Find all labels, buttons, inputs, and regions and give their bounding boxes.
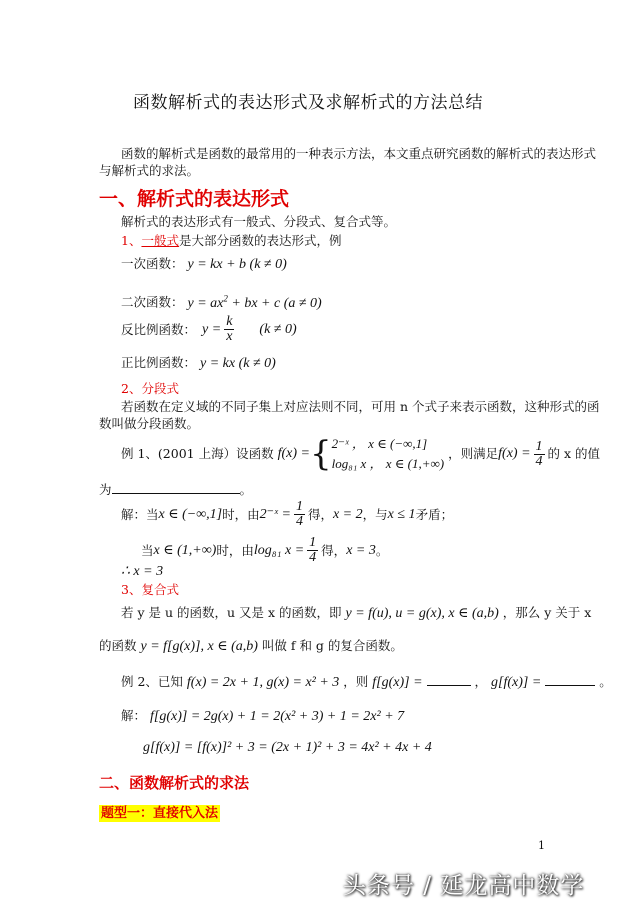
solution-2-a: 当: [141, 542, 154, 558]
example-1-numerator: 1: [535, 438, 543, 454]
subsection-2-text-1: 若函数在定义域的不同子集上对应法则不同，可用 n 个式子来表示函数，这种形式的函: [121, 399, 600, 414]
proportional-function-line: [121, 354, 276, 373]
subsection-2-text-2: 数叫做分段函数。: [99, 416, 200, 431]
ex2-g: 。: [599, 674, 612, 689]
solution-1-e: 得，: [307, 506, 333, 522]
inverse-fraction: [224, 315, 234, 344]
subsection-1-number: 1、: [121, 233, 142, 248]
solution-1-f: x = 2: [332, 506, 363, 522]
ex2-e: ，: [474, 674, 488, 689]
therefore-line: ∴ x = 3: [121, 564, 164, 579]
example-1-line: [121, 434, 600, 474]
s3-text2-a: 的函数: [99, 638, 137, 653]
solution-4-formula: g[f(x)] = [f(x)]² + 3 = (2x + 1)² + 3 = 4x² + 4x + 4: [143, 740, 432, 755]
solution-1-b: x ∈ (−∞,1]: [158, 506, 223, 522]
piecewise-cases: [332, 434, 445, 474]
ex2-c: ，则: [343, 674, 369, 689]
example-1-answer-line: [99, 481, 252, 499]
quadratic-formula-a: y = ax: [187, 295, 224, 311]
quadratic-label: 二次函数：: [121, 294, 184, 310]
subsection-3-heading: 3、复合式: [121, 582, 179, 597]
intro-line-1: 函数的解析式是函数的最常用的一种表示方法，本文重点研究函数的解析式的表达形式: [121, 146, 597, 161]
example-1-fx: f(x) =: [277, 446, 310, 461]
linear-formula: y = kx + b (k ≠ 0): [187, 257, 287, 272]
subsection-1-line: [121, 232, 341, 250]
ex2-b: f(x) = 2x + 1, g(x) = x² + 3: [186, 675, 340, 690]
solution-1-a: 解：当: [121, 506, 159, 522]
piecewise-case-2: log₈₁ x ， x ∈ (1,+∞): [331, 456, 445, 471]
intro-line-2: 与解析式的求法。: [99, 163, 200, 178]
ex2-a: 例 2、已知: [121, 674, 183, 689]
type-1-highlight: 题型一：直接代入法: [101, 806, 219, 821]
ex2-f: g[f(x)] =: [491, 675, 542, 690]
example-1-period: 。: [239, 482, 253, 497]
subsection-3-text-1: [121, 604, 591, 623]
ex2-d: f[g(x)] =: [372, 675, 423, 690]
subsection-3-text-2: [99, 637, 403, 656]
linear-label: 一次函数：: [121, 256, 184, 271]
blank-2: [545, 673, 595, 686]
solution-1-c: 时，由: [222, 506, 260, 522]
solution-1-i: 矛盾；: [415, 506, 454, 522]
solution-3-label: 解：: [121, 708, 147, 723]
page-number: 1: [538, 839, 545, 852]
linear-function-line: [121, 255, 287, 274]
solution-1-fraction: $\frac{1}{4}$: [295, 499, 303, 529]
s3-text2-b: y = f[g(x)], x ∈ (a,b): [140, 639, 258, 654]
inverse-function-line: [121, 315, 297, 344]
piecewise-case-1: 2⁻ˣ ， x ∈ (−∞,1]: [331, 436, 428, 451]
s3-text-a: 若 y 是 u 的函数，u 又是 x 的函数，即: [121, 605, 342, 620]
inverse-y: y =: [202, 321, 222, 337]
subsection-1-title: 一般式: [141, 233, 179, 248]
example-2-line: [121, 673, 612, 692]
subsection-1-rest: 是大部分函数的表达形式，例: [178, 233, 342, 248]
subsection-2-heading: 2、分段式: [121, 381, 179, 396]
inverse-label: 反比例函数：: [121, 321, 197, 337]
example-1-mid: ，则满足: [448, 446, 499, 461]
solution-2-e: 得，: [321, 542, 347, 558]
solution-3-line: [121, 707, 404, 726]
example-1-denominator: 4: [535, 453, 543, 469]
solution-1-d: 2⁻ˣ =: [259, 506, 291, 522]
example-1-wei: 为: [99, 482, 112, 497]
s3-text2-c: 叫做 f 和 g 的复合函数。: [261, 638, 403, 653]
solution-2-f: x = 3: [346, 542, 376, 558]
s3-text-c: ，那么 y 关于 x: [502, 605, 592, 620]
section-2-heading: 二、函数解析式的求法: [99, 774, 250, 792]
page-title: 函数解析式的表达形式及求解析式的方法总结: [133, 93, 483, 113]
solution-2-b: x ∈ (1,+∞): [153, 542, 217, 558]
left-brace: {: [309, 434, 332, 474]
solution-2-g: 。: [375, 542, 389, 558]
solution-1-h: x ≤ 1: [387, 506, 416, 522]
proportional-formula: y = kx (k ≠ 0): [200, 356, 276, 371]
proportional-label: 正比例函数：: [121, 355, 197, 370]
example-1-fraction: [534, 440, 545, 469]
quadratic-formula-b: + bx + c (a ≠ 0): [227, 295, 322, 311]
solution-1-g: ，与: [362, 506, 388, 522]
inverse-numerator: k: [226, 314, 233, 329]
inverse-condition: (k ≠ 0): [259, 321, 297, 337]
example-1-end: 的 x 的值: [547, 446, 601, 461]
inverse-denominator: x: [226, 329, 233, 344]
section-1-heading: 一、解析式的表达形式: [99, 188, 290, 210]
answer-blank: [112, 481, 240, 494]
solution-1-line: [121, 500, 453, 529]
solution-2-c: 时，由: [216, 542, 254, 558]
solution-3-formula: f[g(x)] = 2g(x) + 1 = 2(x² + 3) + 1 = 2x² + 7: [150, 709, 405, 724]
type-1-label: [99, 802, 220, 821]
example-1-fx2: f(x) =: [498, 446, 531, 461]
solution-2-fraction: $\frac{1}{4}$: [309, 535, 317, 565]
solution-2-line: [141, 536, 388, 565]
blank-1: [427, 673, 471, 686]
solution-2-d: log₈₁ x =: [253, 542, 305, 558]
s3-text-b: y = f(u), u = g(x), x ∈ (a,b): [345, 606, 499, 621]
section-1-intro: 解析式的表达形式有一般式、分段式、复合式等。: [121, 214, 397, 229]
watermark: 头条号 / 延龙高中数学: [343, 873, 585, 899]
example-1-prefix: 例 1、(2001 上海）设函数: [121, 446, 274, 461]
quadratic-function-line: 二次函数： $y = ax^2$ + bx + c (a ≠ 0): [121, 293, 322, 311]
